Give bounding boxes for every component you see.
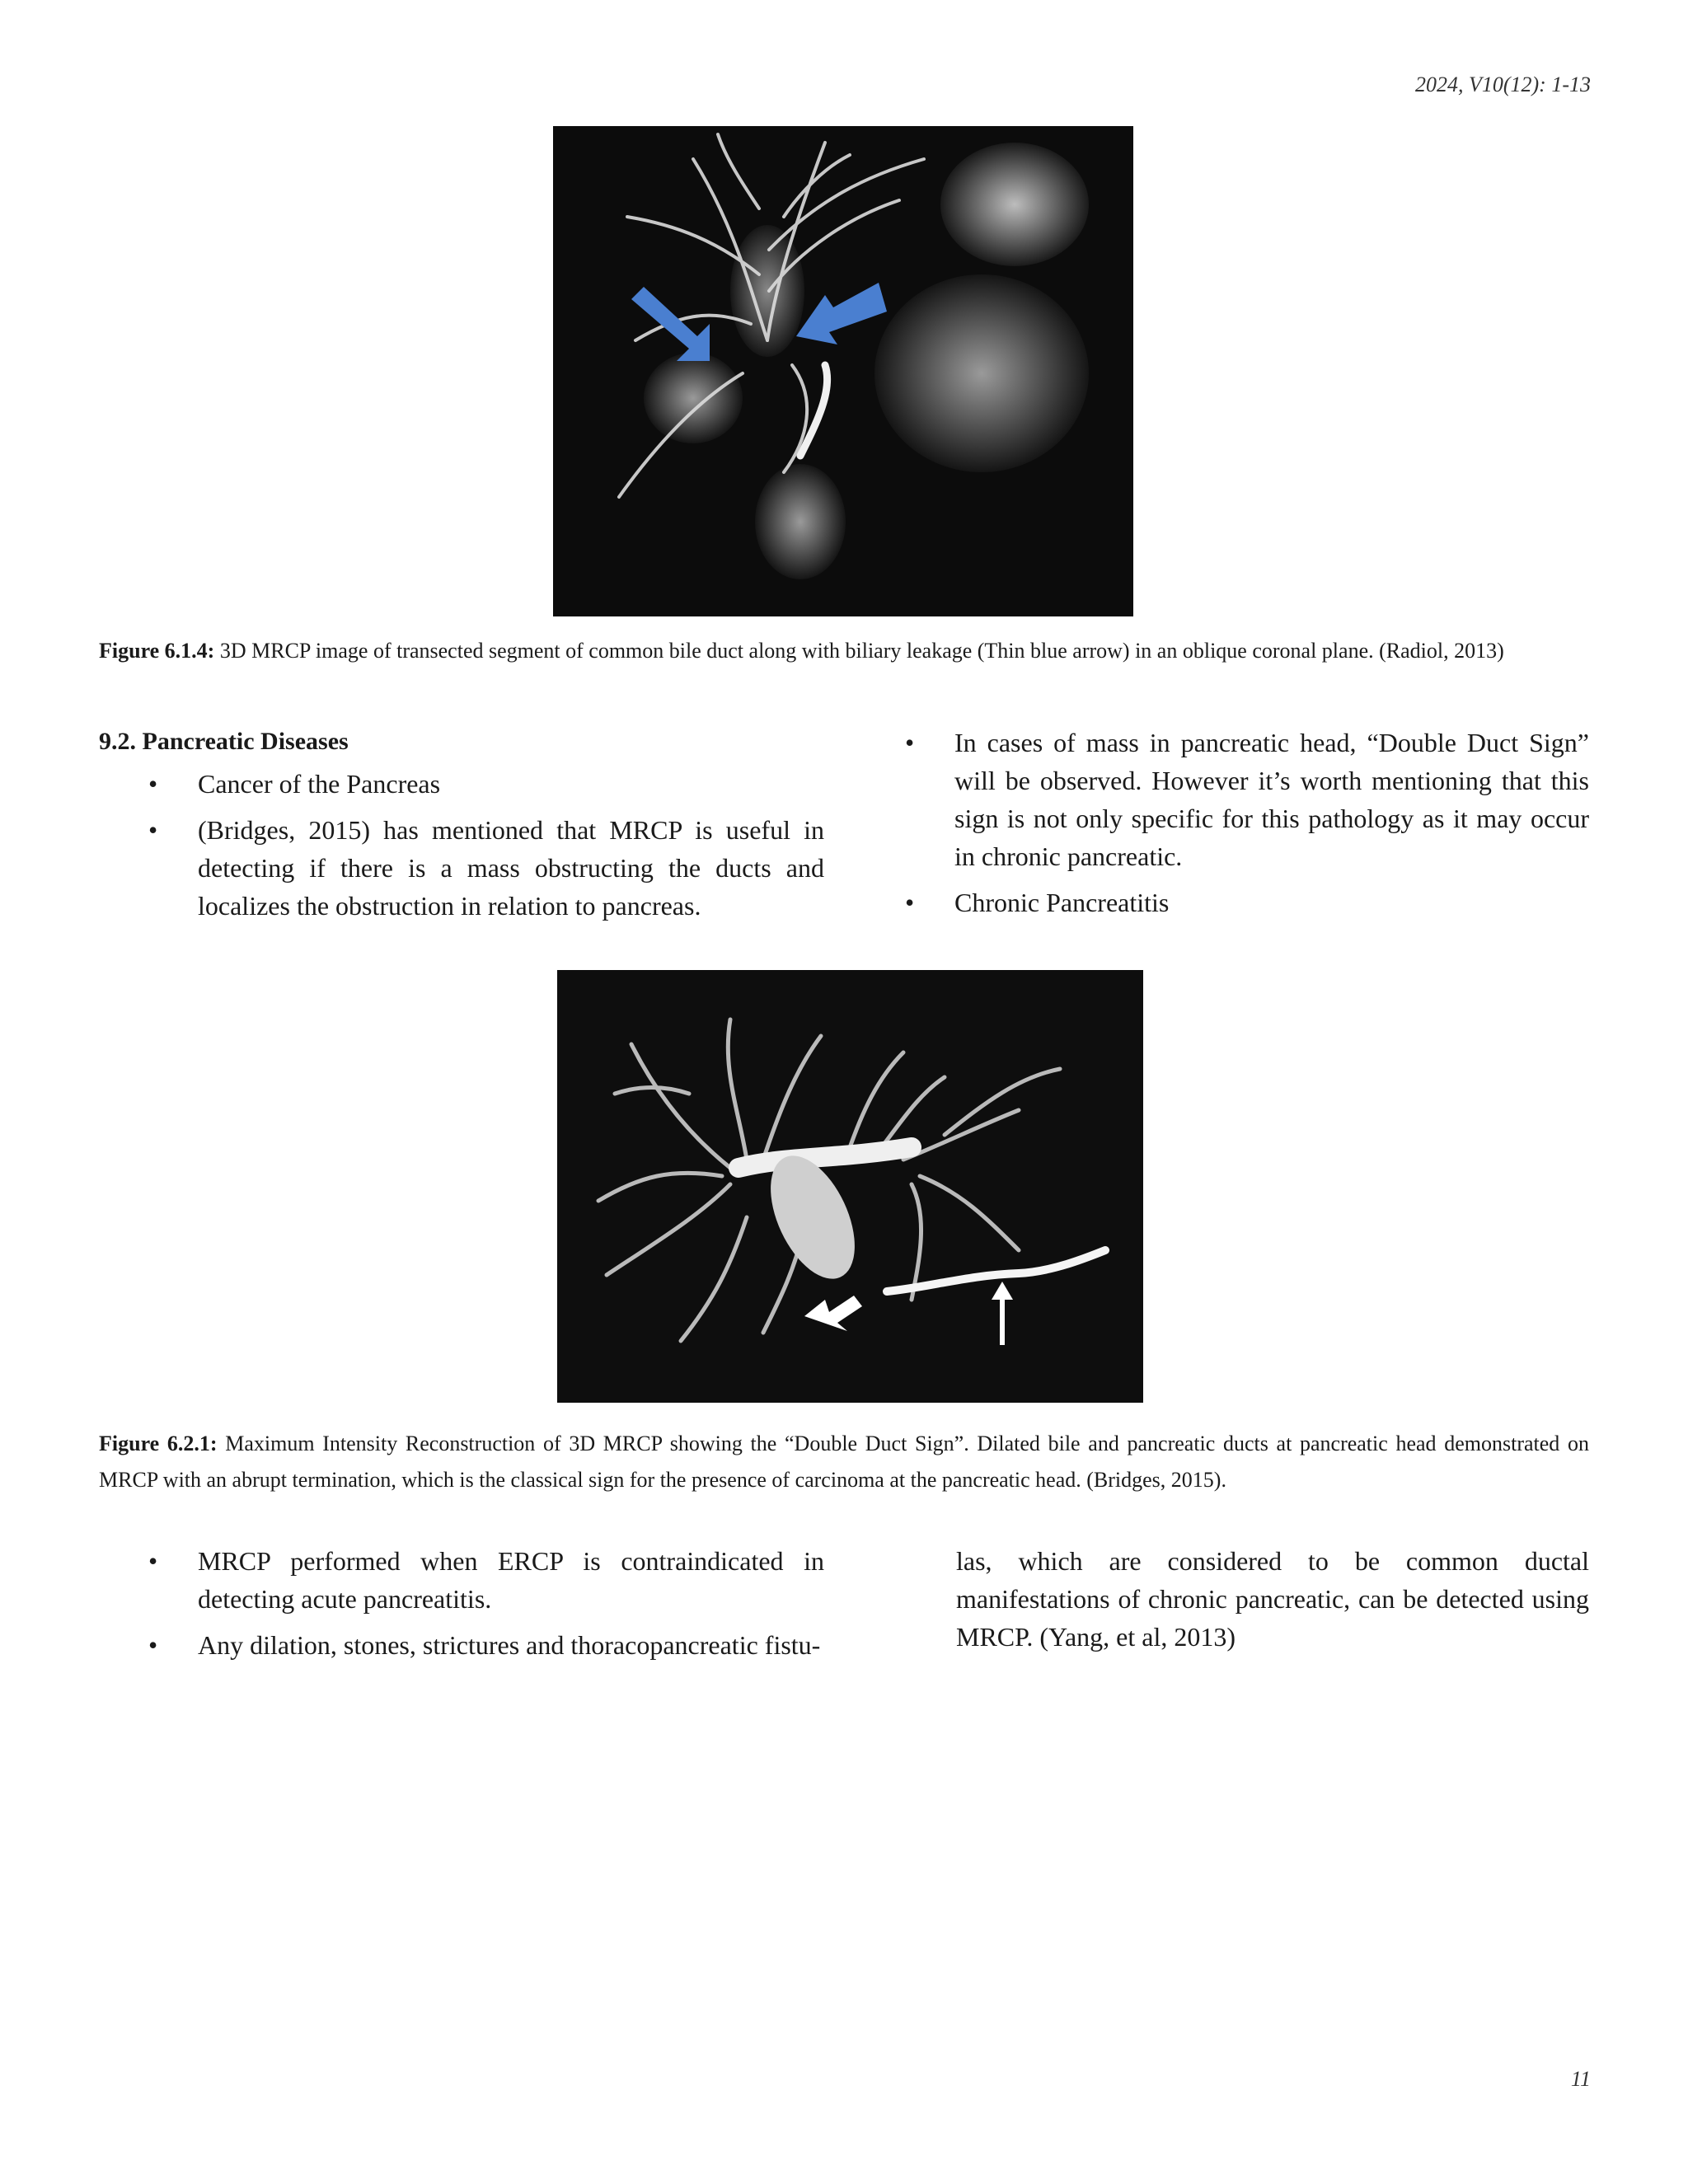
mrcp-double-duct-sign-image xyxy=(557,970,1143,1403)
list-item-text: (Bridges, 2015) has mentioned that MRCP is useful in detecting if there is a mass obstructing the ducts and localizes the obstruction in relation to pancreas. xyxy=(198,815,824,921)
list-item-text: Any dilation, stones, strictures and thoracopancreatic fistu- xyxy=(198,1630,821,1660)
list-item-text: In cases of mass in pancreatic head, “Double Duct Sign” will be observed. However it’s worth mentioning that this sign is not only specific for this pathology as it may occur in chronic pancreatic. xyxy=(954,728,1589,871)
list-item xyxy=(99,1626,824,1664)
right-column-bottom: las, which are considered to be common ductal manifestations of chronic pancreatic, can be detected using MRCP. (Yang, et al, 2013) xyxy=(956,1546,1589,1652)
figure-6-1-4-caption xyxy=(99,633,1589,669)
bullet-list xyxy=(99,1542,824,1664)
left-column-bottom xyxy=(99,1542,824,1672)
bullet-icon: • xyxy=(148,1630,158,1660)
list-item-text: Cancer of the Pancreas xyxy=(198,769,441,799)
figure-6-1-4-image xyxy=(553,126,1133,616)
bullet-icon: • xyxy=(905,888,915,917)
bullet-list xyxy=(898,724,1589,921)
figure-6-2-1-caption xyxy=(99,1426,1589,1498)
figure-6-2-1-image xyxy=(557,970,1143,1403)
page-number: 11 xyxy=(1570,2067,1591,2091)
list-item-text: MRCP performed when ERCP is contraindicated in detecting acute pancreatitis. xyxy=(198,1546,824,1614)
list-item-text: Chronic Pancreatitis xyxy=(954,888,1170,917)
list-item xyxy=(99,765,824,803)
caption-text: 3D MRCP image of transected segment of common bile duct along with biliary leakage (Thin blue arrow) in an oblique coronal plane. (Radiol, 2013) xyxy=(214,639,1504,663)
caption-text: Maximum Intensity Reconstruction of 3D MRCP showing the “Double Duct Sign”. Dilated bile and pancreatic ducts at pancreatic head demonstrated on MRCP with an abrupt termination, which is the classical sign for the presence of carcinoma at the pancreatic head. (Bridges, 2015). xyxy=(99,1432,1589,1492)
bullet-icon: • xyxy=(148,815,158,845)
figure-label: Figure 6.2.1: xyxy=(99,1432,218,1455)
list-item xyxy=(898,724,1589,875)
list-item xyxy=(99,1542,824,1618)
bullet-icon: • xyxy=(148,1546,158,1576)
list-item xyxy=(898,883,1589,921)
section-heading: 9.2. Pancreatic Diseases xyxy=(99,728,349,755)
journal-issue-reference: 2024, V10(12): 1-13 xyxy=(1414,73,1591,96)
bullet-icon: • xyxy=(905,728,915,757)
bullet-icon: • xyxy=(148,769,158,799)
bullet-list xyxy=(99,765,824,925)
figure-label: Figure 6.1.4: xyxy=(99,639,215,663)
right-column-top xyxy=(898,724,1589,930)
list-item xyxy=(99,811,824,925)
left-column-top xyxy=(99,724,824,933)
mrcp-3d-bile-duct-image xyxy=(553,126,1133,616)
organ-blob xyxy=(940,143,1089,266)
